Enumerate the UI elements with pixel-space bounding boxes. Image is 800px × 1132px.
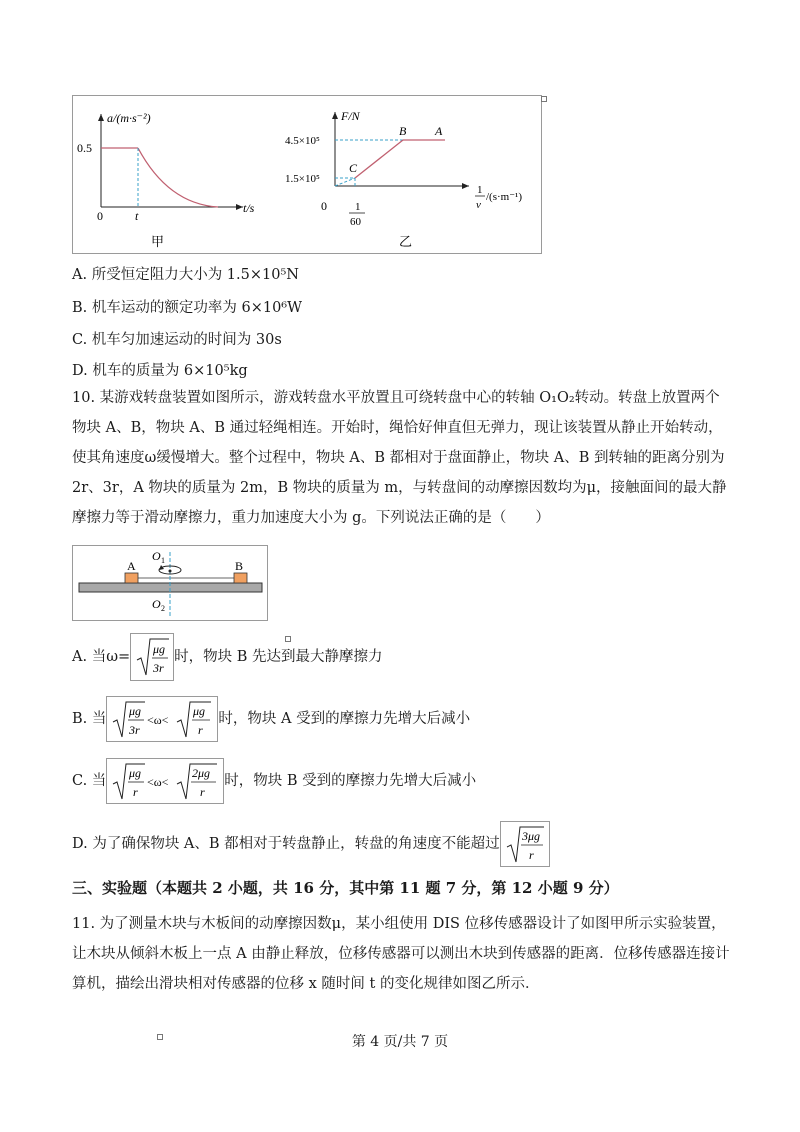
sqrt-b (106, 696, 218, 742)
yi-point-a: A (435, 124, 443, 138)
yi-point-c: C (349, 161, 358, 175)
q11-stem: 11. 为了测量木块与木板间的动摩擦因数μ，某小组使用 DIS 位移传感器设计了如图甲所示实验装置，让木块从倾斜木板上一点 A 由静止释放，位移传感器可以测出木块到传感器的距离．位移传感器连接计算机，描绘出滑块相对传感器的位移 x 随时间 t 的变化规律如图乙所示． (72, 916, 730, 992)
label-a: A (127, 559, 136, 573)
graph-jia (77, 111, 255, 249)
q10-stem: 10. 某游戏转盘装置如图所示，游戏转盘水平放置且可绕转盘中心的转轴 O₁O₂转动。转盘上放置两个物块 A、B，物块 A、B 通过轻绳相连。开始时，绳恰好伸直但无弹力，现让该装置从静止开始转动，使其角速度ω缓慢增大。整个过程中，物块 A、B 都相对于盘面静止，物块 A、B 到转轴的距离分别为 2r、3r，A 物块的质量为 2m，B 物块的质量为 m，与转盘间的动摩擦因数均为μ，接触面间的最大静摩擦力等于滑动摩擦力，重力加速度大小为 g。下列说法正确的是（ ） (72, 390, 727, 526)
block-b (234, 573, 247, 583)
jia-caption: 甲 (151, 234, 165, 249)
q9-option-a: A. 所受恒定阻力大小为 1.5×10⁵N (72, 267, 299, 283)
svg-text:r: r (198, 723, 204, 737)
q10-option-b: B. 当 μg 3r <ω< μg r 时，物块 A 受到的摩擦力先增大后减小 (72, 694, 470, 744)
jia-t-mark: t (135, 209, 139, 223)
jia-xlabel: t/s (243, 201, 255, 215)
svg-text:<ω<: <ω< (147, 775, 169, 789)
sqrt-a (130, 633, 174, 681)
yi-xlabel-num: 1 (477, 184, 483, 196)
svg-text:μg: μg (193, 704, 206, 718)
block-a (125, 573, 138, 583)
yi-point-b: B (399, 124, 407, 138)
label-b: B (235, 559, 244, 573)
q10-option-d: D. 为了确保物块 A、B 都相对于转盘静止，转盘的角速度不能超过 3μg r (72, 819, 550, 869)
svg-text:μg: μg (153, 642, 166, 656)
margin-marker (541, 96, 547, 102)
jia-ylabel: a/(m·s⁻²) (107, 111, 151, 125)
sqrt-d (500, 821, 550, 867)
label-o2-sub: 2 (161, 604, 165, 613)
yi-xlabel-den: v (476, 199, 481, 211)
svg-text:r: r (133, 785, 138, 799)
svg-text:3μg: 3μg (521, 829, 540, 843)
svg-text:<ω<: <ω< (147, 713, 169, 727)
yi-x-tick-den: 60 (350, 216, 361, 228)
yi-y-tick-low: 1.5×10⁵ (285, 173, 320, 185)
q9-option-c: C. 机车匀加速运动的时间为 30s (72, 332, 282, 348)
svg-text:2μg: 2μg (192, 766, 211, 780)
yi-caption: 乙 (399, 234, 413, 249)
yi-ylabel: F/N (341, 109, 360, 123)
q10-option-a: A. 当ω= μg 3r 时，物块 B 先达到最大静摩擦力 (72, 631, 383, 683)
section-title: 三、实验题（本题共 2 小题，共 16 分，其中第 11 题 7 分，第 12 小题 9 分） (72, 879, 619, 897)
q9-option-b: B. 机车运动的额定功率为 6×10⁶W (72, 300, 303, 316)
svg-text:r: r (528, 848, 534, 862)
q9-option-d: D. 机车的质量为 6×10⁵kg (72, 363, 248, 379)
jia-origin: 0 (97, 209, 103, 223)
label-o1-sub: 1 (161, 556, 165, 565)
graphs-svg (73, 96, 541, 253)
yi-y-tick-high: 4.5×10⁵ (285, 135, 320, 147)
svg-text:μg: μg (129, 704, 142, 718)
yi-xlabel-unit: /(s·m⁻¹) (486, 191, 522, 203)
figure-box-jia-yi (72, 95, 542, 254)
page-footer: 第 4 页/共 7 页 (351, 1034, 449, 1050)
yi-origin: 0 (321, 199, 327, 213)
turntable-figure (72, 545, 268, 621)
jia-y-tick: 0.5 (77, 141, 92, 155)
svg-text:μg: μg (129, 766, 142, 780)
svg-text:3r: 3r (153, 661, 164, 675)
yi-x-tick-num: 1 (355, 201, 361, 213)
sqrt-c (106, 758, 224, 804)
label-o1: O (152, 549, 161, 563)
graph-yi (285, 109, 522, 249)
svg-text:3r: 3r (129, 723, 141, 737)
label-o2: O (152, 597, 161, 611)
q10-option-c: C. 当 μg r <ω< 2μg r 时，物块 B 受到的摩擦力先增大后减小 (72, 756, 476, 806)
svg-text:r: r (200, 785, 205, 799)
